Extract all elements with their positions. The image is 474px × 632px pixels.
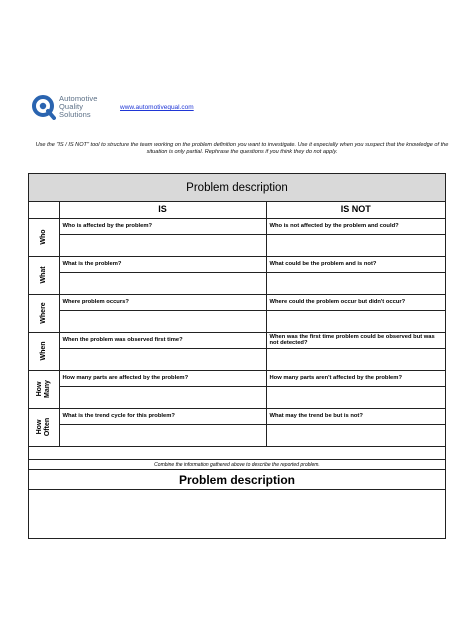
company-name-line-2: Quality <box>59 102 84 111</box>
is-not-answer-field[interactable] <box>266 272 445 294</box>
row-label-cell <box>29 256 59 294</box>
is-is-not-table <box>29 201 445 447</box>
is-not-question: Who is not affected by the problem and could? <box>266 218 445 234</box>
is-question: What is the trend cycle for this problem? <box>59 408 266 424</box>
column-header-is-not: IS NOT <box>266 201 445 218</box>
column-header-is: IS <box>59 201 266 218</box>
is-not-question: What could be the problem and is not? <box>266 256 445 272</box>
is-question: What is the problem? <box>59 256 266 272</box>
is-answer-field[interactable] <box>59 272 266 294</box>
instructions-text: Use the "IS / IS NOT" tool to structure the team working on the problem definition you want to investigate. Use it especially when you suspect that the knowledge of the situation is only partial. Rephrase the questions if you think they do not apply. <box>35 142 449 155</box>
row-label-cell <box>29 218 59 256</box>
summary-title: Problem description <box>29 470 445 490</box>
company-logo <box>32 94 98 120</box>
is-answer-field[interactable] <box>59 386 266 408</box>
row-label-cell <box>29 370 59 408</box>
company-name-line-1: Automotive <box>59 94 98 103</box>
is-not-question: Where could the problem occur but didn't occur? <box>266 294 445 310</box>
row-label: Where <box>39 302 47 324</box>
is-not-question: What may the trend be but is not? <box>266 408 445 424</box>
row-label: When <box>39 341 47 361</box>
row-label: What <box>39 266 47 284</box>
website-link[interactable]: www.automotivequal.com <box>120 104 194 111</box>
company-name-line-3: Solutions <box>59 110 91 119</box>
is-not-question: When was the first time problem could be observed but was not detected? <box>266 332 445 348</box>
row-label: Who <box>39 229 47 245</box>
is-question: Where problem occurs? <box>59 294 266 310</box>
is-question: How many parts are affected by the problem? <box>59 370 266 386</box>
row-label-cell <box>29 408 59 446</box>
is-question: Who is affected by the problem? <box>59 218 266 234</box>
is-not-question: How many parts aren't affected by the problem? <box>266 370 445 386</box>
row-label: How Often <box>35 417 51 437</box>
is-not-answer-field[interactable] <box>266 348 445 370</box>
is-is-not-form <box>28 173 446 539</box>
row-label-cell <box>29 332 59 370</box>
row-label-cell <box>29 294 59 332</box>
company-logo-icon <box>32 94 56 120</box>
problem-description-field[interactable] <box>29 490 445 538</box>
is-answer-field[interactable] <box>59 348 266 370</box>
row-label: How Many <box>35 380 51 398</box>
combine-note: Combine the information gathered above to describe the reported problem. <box>29 459 445 470</box>
is-answer-field[interactable] <box>59 310 266 332</box>
company-name <box>59 95 98 119</box>
is-not-answer-field[interactable] <box>266 310 445 332</box>
form-title: Problem description <box>29 174 445 202</box>
corner-cell <box>29 201 59 218</box>
is-not-answer-field[interactable] <box>266 234 445 256</box>
is-not-answer-field[interactable] <box>266 424 445 446</box>
is-answer-field[interactable] <box>59 234 266 256</box>
is-answer-field[interactable] <box>59 424 266 446</box>
is-question: When the problem was observed first time? <box>59 332 266 348</box>
is-not-answer-field[interactable] <box>266 386 445 408</box>
